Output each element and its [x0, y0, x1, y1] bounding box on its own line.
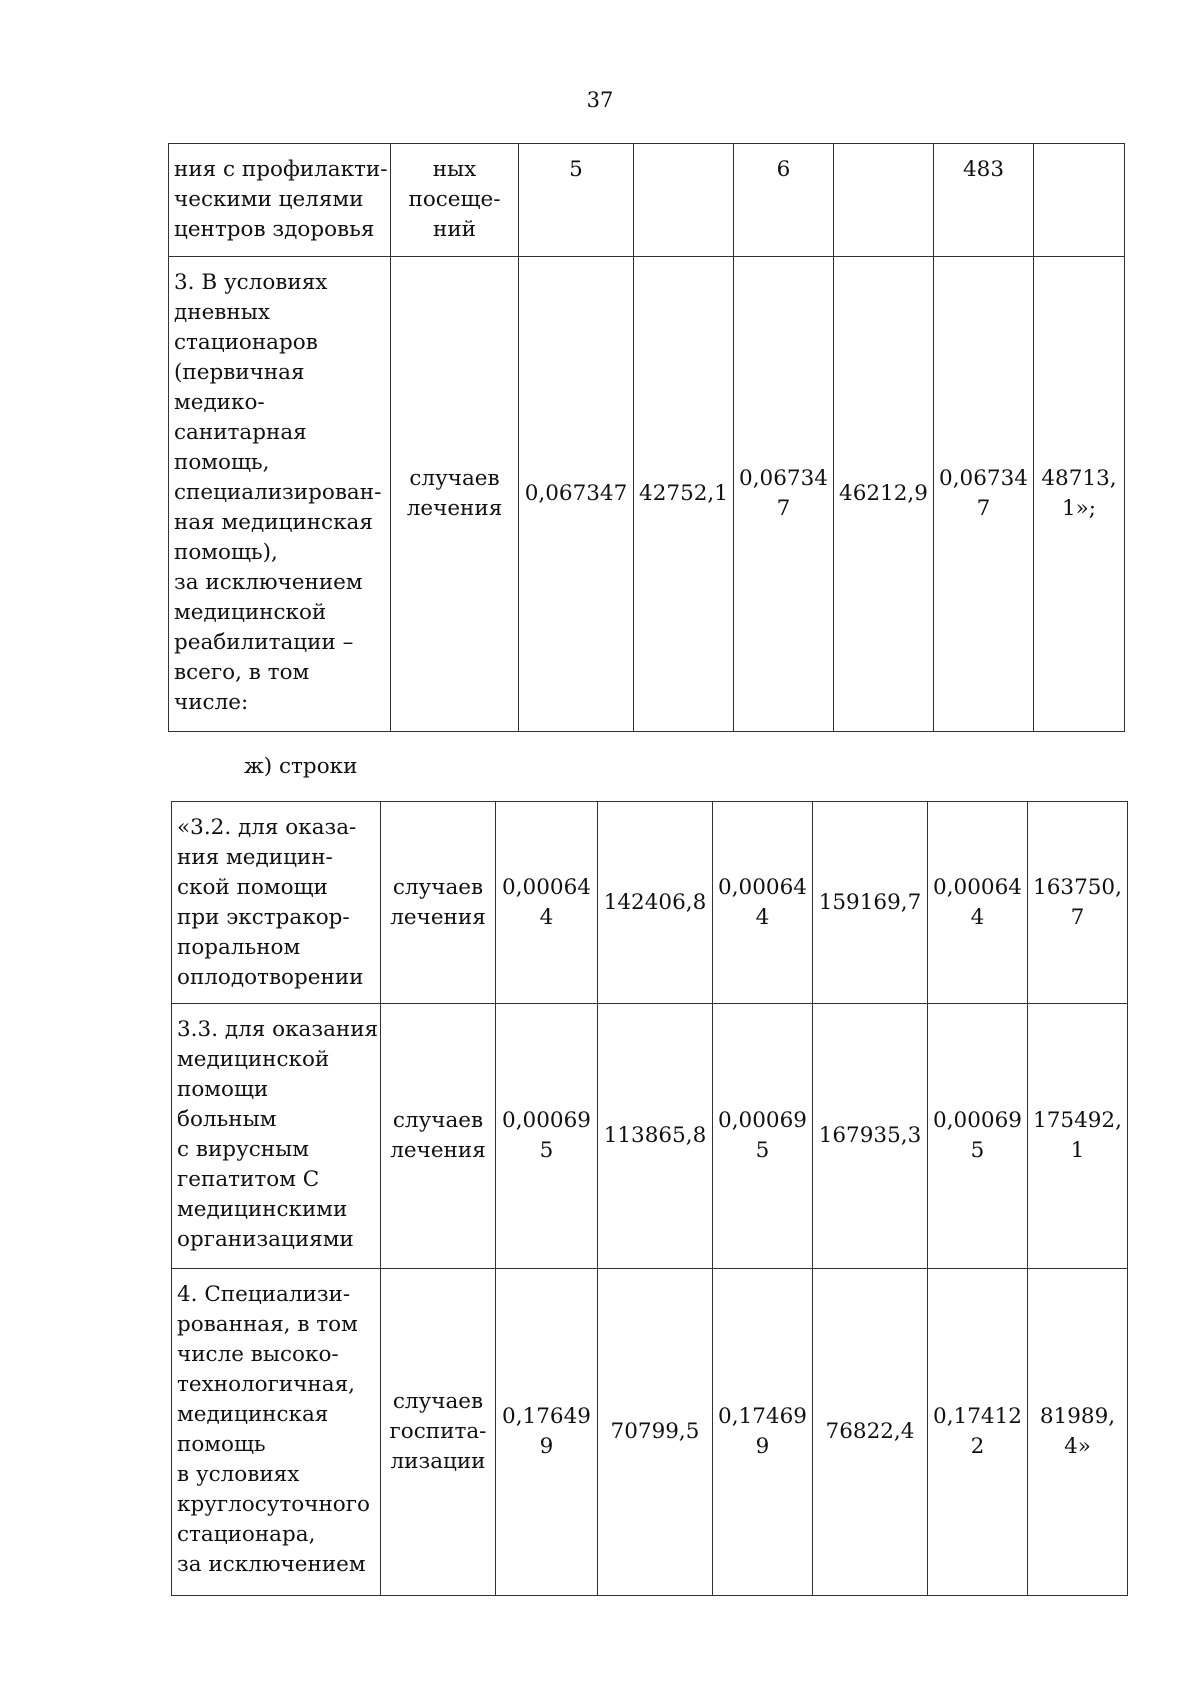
- table-row: [172, 1269, 1128, 1596]
- unit-cell: случаев госпита- лизации: [381, 1269, 496, 1596]
- value-cell: 167935,3: [813, 1004, 928, 1269]
- table-row: [169, 257, 1125, 732]
- row-label: 4. Специализи- рованная, в том числе высоко- технологичная, медицинская помощь в условиях круглосуточного стационара, за исключением: [172, 1269, 381, 1596]
- value-cell: 81989, 4»: [1028, 1269, 1128, 1596]
- table-row: [172, 1004, 1128, 1269]
- value-cell: 0,00069 5: [713, 1004, 813, 1269]
- value-cell: 5: [519, 144, 634, 257]
- value-cell: 163750, 7: [1028, 802, 1128, 1004]
- value-cell: 0,067347: [519, 257, 634, 732]
- value-cell: 159169,7: [813, 802, 928, 1004]
- value-cell: 113865,8: [598, 1004, 713, 1269]
- value-cell: 0,00069 5: [928, 1004, 1028, 1269]
- unit-cell: ных посеще- ний: [391, 144, 519, 257]
- value-cell: [834, 144, 934, 257]
- value-cell: 0,17412 2: [928, 1269, 1028, 1596]
- value-cell: 142406,8: [598, 802, 713, 1004]
- value-cell: 0,06734 7: [734, 257, 834, 732]
- row-label: 3.3. для оказания медицинской помощи больным с вирусным гепатитом С медицинскими организациями: [172, 1004, 381, 1269]
- value-cell: 0,17649 9: [496, 1269, 598, 1596]
- row-label: «3.2. для оказа- ния медицин- ской помощи при экстракор- поральном оплодотворении: [172, 802, 381, 1004]
- value-cell: 0,00069 5: [496, 1004, 598, 1269]
- value-cell: 76822,4: [813, 1269, 928, 1596]
- sublabel: ж) строки: [244, 754, 358, 779]
- value-cell: 0,00064 4: [496, 802, 598, 1004]
- table-row: [169, 144, 1125, 257]
- value-cell: 0,00064 4: [713, 802, 813, 1004]
- value-cell: 70799,5: [598, 1269, 713, 1596]
- value-cell: 48713, 1»;: [1034, 257, 1125, 732]
- value-cell: 46212,9: [834, 257, 934, 732]
- table-row: [172, 802, 1128, 1004]
- value-cell: [1034, 144, 1125, 257]
- unit-cell: случаев лечения: [381, 802, 496, 1004]
- row-label: 3. В условиях дневных стационаров (первичная медико- санитарная помощь, специализирован- ная медицинская помощь), за исключением медицинской реабилитации – всего, в том числе:: [169, 257, 391, 732]
- value-cell: 175492, 1: [1028, 1004, 1128, 1269]
- value-cell: 0,00064 4: [928, 802, 1028, 1004]
- unit-cell: случаев лечения: [391, 257, 519, 732]
- unit-cell: случаев лечения: [381, 1004, 496, 1269]
- page-number: 37: [586, 88, 614, 112]
- value-cell: 0,17469 9: [713, 1269, 813, 1596]
- value-cell: 483: [934, 144, 1034, 257]
- value-cell: 6: [734, 144, 834, 257]
- norms-table-top: [168, 143, 1125, 732]
- norms-table-bottom: [171, 801, 1128, 1596]
- value-cell: [634, 144, 734, 257]
- value-cell: 42752,1: [634, 257, 734, 732]
- value-cell: 0,06734 7: [934, 257, 1034, 732]
- row-label: ния с профилакти- ческими целями центров здоровья: [169, 144, 391, 257]
